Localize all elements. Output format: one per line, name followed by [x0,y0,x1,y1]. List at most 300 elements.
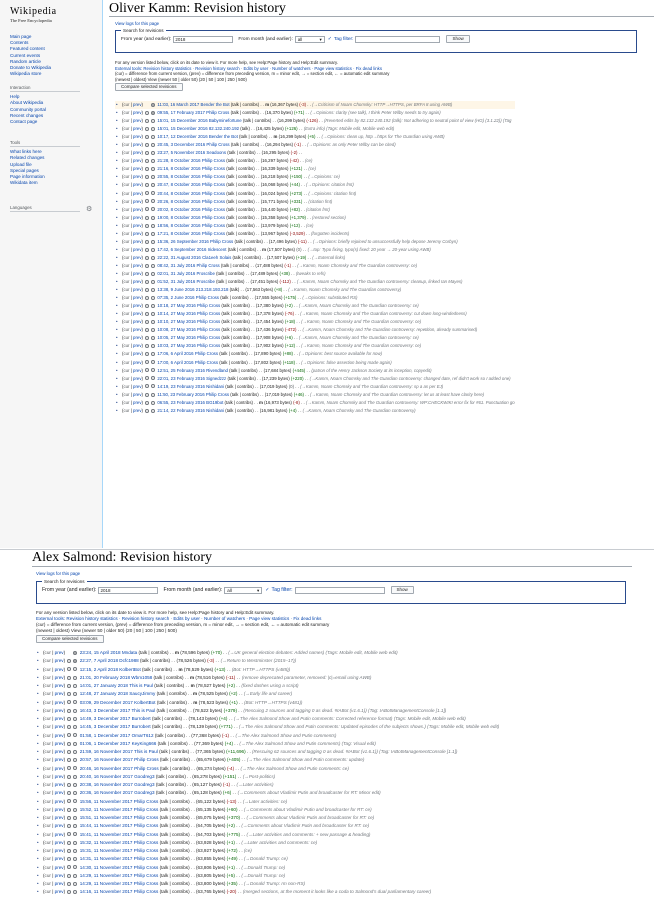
revision-date[interactable]: 11:50, 23 February 2016 [157,391,205,397]
user-links[interactable]: (talk | contribs) [229,367,258,373]
revision-date[interactable]: 07:35, 2 June 2016 [157,295,195,301]
prev-link[interactable]: prev [133,150,142,156]
prev-link[interactable]: prev [133,343,142,349]
compare-radio-new[interactable] [73,717,77,721]
compare-radio-old[interactable] [67,766,71,770]
revision-date[interactable]: 01:52, 31 July 2016 [157,279,196,285]
compare-radio-old[interactable] [67,742,71,746]
revision-user[interactable]: Bender the Bot [208,134,238,140]
sidebar-interaction-item[interactable]: Recent changes [10,112,44,118]
user-links[interactable]: (talk | contribs) [227,375,256,381]
compare-radio-new[interactable] [151,127,155,131]
revision-date[interactable]: 14:30, 11 November 2017 [79,864,133,870]
revision-user[interactable]: Goodreg3 [134,773,155,779]
user-links[interactable]: (talk | contribs) [227,150,256,156]
user-links[interactable]: (talk | contribs) [220,262,250,268]
compare-radio-new[interactable] [151,207,155,211]
compare-radio-new[interactable] [73,783,77,787]
revision-date[interactable]: 14:31, 11 November 2017 [79,856,133,862]
sidebar-nav-item[interactable]: Donate to Wikipedia [10,65,52,71]
external-tools-line[interactable]: External tools: Revision history statistics · Revision history search · Edits by user · Number of watchers · Page view statistics · Fix dead links [36,616,322,621]
revision-date[interactable]: 17:06, 6 April 2016 [157,351,194,357]
cur-link[interactable]: cur [123,182,130,188]
cur-link[interactable]: cur [123,230,130,236]
prev-link[interactable]: prev [133,110,142,116]
compare-radio-old[interactable] [145,409,149,413]
cur-link[interactable]: cur [123,295,130,301]
compare-radio-new[interactable] [151,151,155,155]
compare-radio-old[interactable] [67,791,71,795]
user-links[interactable]: (talk | contribs) [159,749,190,754]
compare-radio-new[interactable] [151,240,155,244]
prev-link[interactable]: prev [54,666,64,672]
revision-user[interactable]: Philip Cross [201,174,226,180]
revision-date[interactable]: 15:32, 11 November 2017 [79,839,133,845]
cur-link[interactable]: cur [44,831,51,837]
revision-date[interactable]: 08:42, 31 July 2016 [157,262,196,268]
compare-radio-old[interactable] [67,709,71,713]
revision-user[interactable]: Philip Cross [196,262,220,268]
revision-date[interactable]: 23:24, 15 April 2018 [79,650,121,655]
compare-radio-new[interactable] [151,183,155,187]
cur-link[interactable]: cur [123,118,130,124]
revision-date[interactable]: 17:00, 6 April 2016 [157,359,194,365]
user-links[interactable]: (talk | contribs) [219,351,248,357]
user-links[interactable]: (talk | contribs) [159,881,190,886]
revision-user[interactable]: Proscribe [196,279,215,285]
user-links[interactable]: (talk | contribs) [159,848,190,853]
revision-user[interactable]: Philip Cross [133,872,159,878]
user-links[interactable]: (talk | contribs) [242,118,272,124]
compare-radio-new[interactable] [151,264,155,268]
user-links[interactable]: (talk | contribs) [226,222,255,228]
user-links[interactable]: (talk | contribs) [226,158,255,164]
year-input[interactable]: 2018 [173,36,233,43]
prev-link[interactable]: prev [133,327,142,333]
prev-link[interactable]: prev [133,375,142,381]
revision-user[interactable]: Philip Cross [205,391,230,397]
revision-user[interactable]: 82.132.240.192 [208,126,240,132]
revision-date[interactable]: 15:44, 11 November 2017 [79,823,133,829]
cur-link[interactable]: cur [123,407,130,413]
revision-date[interactable]: 20:40, 16 November 2017 [79,773,133,779]
revision-user[interactable]: Philip Cross [133,823,159,829]
compare-radio-old[interactable] [145,167,149,171]
compare-radio-new[interactable] [73,832,77,836]
user-links[interactable]: (talk | contribs) [226,206,255,212]
compare-radio-old[interactable] [145,151,149,155]
revision-user[interactable]: Philip Cross [197,311,221,317]
revision-user[interactable]: Iridescent [207,246,227,252]
compare-radio-old[interactable] [145,216,149,220]
revision-date[interactable]: 10:10, 27 May 2016 [157,319,196,325]
cur-link[interactable]: cur [44,782,51,787]
sidebar-nav-item[interactable]: Contents [10,40,29,46]
cur-link[interactable]: cur [44,806,51,812]
user-links[interactable]: (talk | contribs) [216,270,245,276]
prev-link[interactable]: prev [54,691,64,697]
prev-link[interactable]: prev [133,335,142,341]
revision-user[interactable]: Philip Cross [206,110,230,116]
user-links[interactable]: (talk | contribs) [221,327,250,333]
compare-radio-old[interactable] [67,865,71,869]
revision-user[interactable]: Nishidani [206,383,225,389]
cur-link[interactable]: cur [123,383,130,389]
compare-radio-new[interactable] [73,651,77,655]
cur-link[interactable]: cur [44,881,51,886]
prev-link[interactable]: prev [54,707,64,713]
revision-user[interactable]: Dcfc1988 [119,658,139,664]
compare-radio-new[interactable] [151,191,155,195]
tag-filter-label[interactable]: Tag filter: [271,587,293,593]
compare-radio-new[interactable] [73,659,77,663]
compare-radio-old[interactable] [145,175,149,179]
revision-date[interactable]: 20:45, 3 December 2016 [157,142,206,148]
user-links[interactable]: (talk) [229,287,240,293]
revision-user[interactable]: Goodreg3 [134,790,155,796]
prev-link[interactable]: prev [54,823,64,829]
user-links[interactable]: (talk | contribs) [159,806,190,812]
month-select[interactable] [224,587,262,594]
compare-radio-new[interactable] [151,409,155,413]
compare-radio-new[interactable] [73,799,77,803]
tag-filter-label[interactable]: Tag filter: [333,36,354,42]
compare-radio-new[interactable] [73,874,77,878]
compare-radio-new[interactable] [151,199,155,203]
compare-radio-new[interactable] [73,865,77,869]
prev-link[interactable]: prev [54,716,64,721]
cur-link[interactable]: cur [44,740,51,746]
prev-link[interactable]: prev [133,383,142,389]
revision-date[interactable]: 12:15, 2 April 2018 [79,666,119,672]
user-links[interactable]: (talk | contribs) [156,691,187,697]
revision-date[interactable]: 06:55, 23 February 2016 [157,399,205,405]
revision-user[interactable]: This is Paul [131,707,156,713]
user-links[interactable]: (talk | contribs) [226,214,255,220]
revision-user[interactable]: Philip Cross [133,848,159,853]
compare-radio-new[interactable] [73,849,77,853]
prev-link[interactable]: prev [133,134,142,140]
cur-link[interactable]: cur [123,367,130,373]
compare-radio-old[interactable] [67,684,71,688]
user-links[interactable]: (talk | contribs) [159,823,190,829]
revision-date[interactable]: 19:00, 8 October 2016 [157,214,201,220]
compare-radio-new[interactable] [151,352,155,356]
prev-link[interactable]: prev [54,848,64,853]
user-links[interactable]: (talk | contribs) [159,839,190,845]
compare-radio-new[interactable] [151,119,155,123]
revision-user[interactable]: Signedzzz [206,375,227,381]
compare-radio-new[interactable] [73,808,77,812]
revision-date[interactable]: 17:42, 6 September 2016 [157,246,207,252]
user-links[interactable]: (talk | contribs) [226,198,255,204]
revision-date[interactable]: 15:01, 15 December 2016 [157,126,208,132]
cur-link[interactable]: cur [123,166,130,172]
revision-date[interactable]: 17:21, 8 October 2016 [157,230,201,236]
compare-radio-old[interactable] [145,272,149,276]
compare-radio-old[interactable] [145,119,149,123]
cur-link[interactable]: cur [44,773,51,779]
user-links[interactable]: (talk | contribs) [226,190,255,196]
compare-radio-old[interactable] [67,849,71,853]
user-links[interactable]: (talk | contribs) [234,238,263,244]
compare-radio-old[interactable] [67,890,71,894]
compare-radio-old[interactable] [67,832,71,836]
user-links[interactable]: (talk | contribs) [140,658,171,664]
revision-user[interactable]: Philip Cross [133,798,159,804]
revision-user[interactable]: Philip Cross [133,889,159,895]
revision-user[interactable]: Philip Cross [197,319,221,325]
revision-date[interactable]: 10:08, 27 May 2016 [157,327,196,333]
cur-link[interactable]: cur [123,311,130,317]
revision-user[interactable]: Philip Cross [134,757,159,763]
prev-link[interactable]: prev [133,399,142,405]
compare-radio-new[interactable] [73,758,77,762]
compare-radio-new[interactable] [151,103,155,107]
compare-radio-old[interactable] [67,841,71,845]
user-links[interactable]: (talk | contribs) [230,110,259,116]
revision-user[interactable]: Goodreg3 [134,782,155,787]
revision-user[interactable]: BG19bot [206,399,224,405]
user-links[interactable]: (talk | contribs) [152,724,183,730]
cur-link[interactable]: cur [44,856,51,862]
compare-radio-old[interactable] [145,248,149,252]
user-links[interactable]: (talk | contribs) [154,732,185,738]
revision-user[interactable]: KolbertBot [119,666,141,672]
compare-radio-new[interactable] [73,890,77,894]
revision-date[interactable]: 10:03, 27 May 2016 [157,343,196,349]
compare-radio-old[interactable] [145,127,149,131]
compare-radio-new[interactable] [151,111,155,115]
revision-date[interactable]: 21:01, 20 February 2018 [79,674,131,680]
prev-link[interactable]: prev [54,732,64,738]
prev-link[interactable]: prev [54,806,64,812]
user-links[interactable]: (talk | contribs) [159,815,190,820]
compare-radio-new[interactable] [73,709,77,713]
compare-radio-old[interactable] [67,882,71,886]
compare-radio-old[interactable] [67,758,71,762]
compare-radio-old[interactable] [67,725,71,729]
prev-link[interactable]: prev [54,757,64,763]
prev-link[interactable]: prev [54,749,64,754]
prev-link[interactable]: prev [133,198,142,204]
revision-user[interactable]: Philip Cross [133,806,159,812]
compare-radio-new[interactable] [151,280,155,284]
view-logs-link[interactable]: View logs for this page [36,571,81,576]
pagination-line[interactable]: (newest | oldest) View (newer 50 | older 50) (20 | 50 | 100 | 250 | 500) [36,628,177,633]
revision-user[interactable]: Bender the Bot [200,102,230,107]
compare-radio-new[interactable] [73,733,77,737]
wikipedia-logo[interactable] [10,6,86,23]
cur-link[interactable]: cur [123,254,130,260]
prev-link[interactable]: prev [133,391,142,397]
prev-link[interactable]: prev [133,142,142,148]
prev-link[interactable]: prev [54,864,64,870]
user-links[interactable]: (talk | contribs) [219,359,248,365]
user-links[interactable]: (talk | contribs) [226,174,255,180]
cur-link[interactable]: cur [44,889,51,895]
compare-radio-old[interactable] [145,199,149,203]
compare-radio-new[interactable] [151,304,155,308]
prev-link[interactable]: prev [133,126,142,132]
compare-radio-new[interactable] [151,232,155,236]
user-links[interactable]: (talk | contribs) [220,295,249,301]
compare-radio-old[interactable] [145,232,149,236]
compare-radio-new[interactable] [151,175,155,179]
revision-date[interactable]: 10:05, 27 May 2016 [157,335,196,341]
revision-date[interactable]: 12:51, 25 February 2016 [157,367,205,373]
compare-radio-old[interactable] [67,692,71,696]
prev-link[interactable]: prev [54,881,64,886]
cur-link[interactable]: cur [44,872,51,878]
revision-user[interactable]: Philip Cross [201,230,226,236]
revision-date[interactable]: 14:16, 11 November 2017 [79,889,133,895]
cur-link[interactable]: cur [123,158,130,164]
compare-radio-old[interactable] [145,320,149,324]
user-links[interactable]: (talk | contribs) [155,773,186,779]
view-logs-link[interactable]: View logs for this page [115,21,160,26]
compare-radio-old[interactable] [145,264,149,268]
revision-user[interactable]: Philip Cross [194,351,219,357]
prev-link[interactable]: prev [54,740,64,746]
cur-link[interactable]: cur [44,699,51,705]
prev-link[interactable]: prev [54,839,64,845]
prev-link[interactable]: prev [54,798,64,804]
compare-radio-new[interactable] [151,272,155,276]
compare-radio-new[interactable] [73,824,77,828]
revision-date[interactable]: 21:59, 16 November 2017 [79,749,133,754]
tag-filter-input[interactable] [355,36,440,43]
compare-radio-old[interactable] [145,401,149,405]
prev-link[interactable]: prev [54,831,64,837]
cur-link[interactable]: cur [123,375,130,381]
prev-link[interactable]: prev [54,658,64,664]
revision-user[interactable]: Philip Cross [195,295,219,301]
user-links[interactable]: (talk | contribs) [152,716,183,721]
year-input[interactable]: 2018 [98,587,158,594]
cur-link[interactable]: cur [44,848,51,853]
revision-date[interactable]: 10:18, 27 May 2016 [157,303,196,309]
user-links[interactable]: (talk | contribs) [159,889,190,895]
prev-link[interactable]: prev [133,118,142,124]
revision-user[interactable]: Babyminefortune [208,118,242,124]
sidebar-nav-item[interactable]: Wikipedia store [10,71,42,77]
revision-user[interactable]: Nishidani [206,407,225,413]
cur-link[interactable]: cur [123,335,130,341]
prev-link[interactable]: prev [133,351,142,357]
prev-link[interactable]: prev [54,872,64,878]
compare-radio-new[interactable] [73,775,77,779]
revision-date[interactable]: 12:48, 27 January 2018 [79,691,128,697]
user-links[interactable]: (talk | contribs) [159,765,190,771]
compare-radio-new[interactable] [73,882,77,886]
compare-radio-old[interactable] [67,816,71,820]
cur-link[interactable]: cur [44,839,51,845]
user-links[interactable]: (talk | contribs) [154,683,185,688]
revision-date[interactable]: 22:27, 7 April 2018 [79,658,119,664]
revision-date[interactable]: 21:16, 8 October 2016 [157,166,201,172]
revision-date[interactable]: 09:55, 17 February 2017 [157,110,205,116]
cur-link[interactable]: cur [123,359,130,365]
revision-date[interactable]: 13:38, 9 June 2016 [157,287,195,293]
compare-radio-old[interactable] [145,135,149,139]
compare-radio-new[interactable] [151,256,155,260]
compare-radio-new[interactable] [151,360,155,364]
revision-date[interactable]: 15:36, 26 September 2016 [157,238,209,244]
user-links[interactable]: (talk | contribs) [221,335,250,341]
revision-date[interactable]: 14:29, 11 November 2017 [79,881,133,886]
prev-link[interactable]: prev [133,246,142,252]
user-links[interactable]: (talk | contribs) [138,650,169,655]
revision-user[interactable]: This is Paul [129,683,153,688]
prev-link[interactable]: prev [133,359,142,365]
compare-radio-new[interactable] [151,288,155,292]
cur-link[interactable]: cur [44,674,51,680]
prev-link[interactable]: prev [133,230,142,236]
compare-radio-new[interactable] [73,841,77,845]
compare-radio-old[interactable] [67,775,71,779]
prev-link[interactable]: prev [133,279,142,285]
cur-link[interactable]: cur [123,198,130,204]
compare-radio-old[interactable] [145,296,149,300]
compare-radio-new[interactable] [151,376,155,380]
prev-link[interactable]: prev [133,367,142,373]
revision-date[interactable]: 21:28, 8 October 2016 [157,158,201,164]
compare-radio-old[interactable] [145,304,149,308]
revision-date[interactable]: 20:46, 16 November 2017 [79,765,133,771]
cur-link[interactable]: cur [123,287,130,293]
compare-radio-old[interactable] [145,336,149,340]
prev-link[interactable]: prev [54,683,64,688]
sidebar-interaction-item[interactable]: Contact page [10,119,38,125]
revision-user[interactable]: KeyKing666 [131,740,157,746]
compare-radio-new[interactable] [151,224,155,228]
cur-link[interactable]: cur [44,666,51,672]
prev-link[interactable]: prev [133,295,142,301]
user-links[interactable]: (talk | contribs) [221,343,250,349]
prev-link[interactable]: prev [133,182,142,188]
checkbox-icon[interactable]: ✓ [265,587,270,593]
user-links[interactable]: (talk | contribs) [230,391,259,397]
compare-button[interactable]: Compare selected revisions [115,83,183,91]
prev-link[interactable]: prev [133,287,142,293]
revision-user[interactable]: Philip Cross [201,206,226,212]
cur-link[interactable]: cur [44,757,51,763]
prev-link[interactable]: prev [54,674,64,680]
compare-radio-old[interactable] [145,344,149,348]
checkbox-icon[interactable]: ✓ [327,36,332,42]
compare-radio-old[interactable] [145,384,149,388]
compare-radio-new[interactable] [73,667,77,671]
cur-link[interactable]: cur [123,246,130,252]
compare-radio-new[interactable] [151,312,155,316]
sidebar-tools-item[interactable]: Upload file [10,161,32,167]
compare-radio-old[interactable] [145,288,149,292]
cur-link[interactable]: cur [44,749,51,754]
compare-radio-old[interactable] [145,143,149,147]
revision-date[interactable]: 15:31, 11 November 2017 [79,848,133,853]
user-links[interactable]: (talk | contribs) [216,279,245,285]
revision-user[interactable]: Philip Cross [133,881,159,886]
revision-date[interactable]: 20:02, 8 October 2016 [157,206,201,212]
revision-user[interactable]: Cla1eeh Solais [202,254,232,260]
revision-user[interactable]: Philip Cross [201,158,226,164]
user-links[interactable]: (talk | contribs) [221,311,250,317]
revision-date[interactable]: 22:01, 23 February 2016 [157,375,205,381]
cur-link[interactable]: cur [123,327,130,333]
cur-link[interactable]: cur [123,319,130,325]
revision-date[interactable]: 01:06, 1 December 2017 [79,740,131,746]
